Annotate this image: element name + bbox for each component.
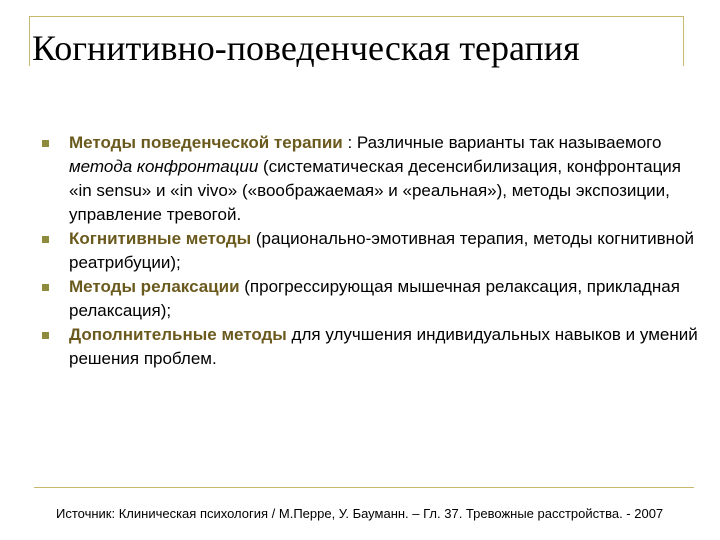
- square-bullet-icon: [42, 236, 49, 243]
- bullet-item-behavioral-methods: [40, 131, 700, 227]
- bullet-heading: Методы поведенческой терапии: [69, 133, 343, 152]
- bullet-italic-term: метода конфронтации: [69, 157, 259, 176]
- bullet-text: (рационально-эмотивная терапия, методы когнитивной реатрибуции);: [69, 229, 695, 272]
- square-bullet-icon: [42, 332, 49, 339]
- title-frame-left-line: [29, 16, 30, 66]
- bullet-item-cognitive-methods: [40, 227, 700, 275]
- title-frame-right-line: [683, 16, 684, 66]
- footer-divider-line: [34, 487, 694, 488]
- square-bullet-icon: [42, 140, 49, 147]
- bullet-text-continuation: (систематическая десенсибилизация, конфронтация «in sensu» и «in vivo» («воображаемая» и «реальная»), методы экспозиции, управление тревогой.: [69, 157, 682, 224]
- bullet-item-relaxation-methods: [40, 275, 700, 323]
- bullet-text: (прогрессирующая мышечная релаксация, прикладная релаксация);: [69, 277, 680, 320]
- bullet-heading: Когнитивные методы: [69, 229, 252, 248]
- bullet-heading: Методы релаксации: [69, 277, 240, 296]
- title-frame-top-line: [29, 16, 683, 17]
- square-bullet-icon: [42, 284, 49, 291]
- bullet-heading: Дополнительные методы: [69, 325, 287, 344]
- bullet-item-additional-methods: [40, 323, 700, 371]
- bullet-text: : Различные варианты так называемого: [342, 133, 662, 152]
- bullet-text: для улучшения индивидуальных навыков и умений решения проблем.: [69, 325, 698, 368]
- bullet-list: [40, 131, 700, 371]
- source-citation: Источник: Клиническая психология / М.Перре, У. Бауманн. – Гл. 37. Тревожные расстройства. - 2007: [56, 506, 664, 521]
- slide-title: Когнитивно-поведенческая терапия: [32, 28, 580, 68]
